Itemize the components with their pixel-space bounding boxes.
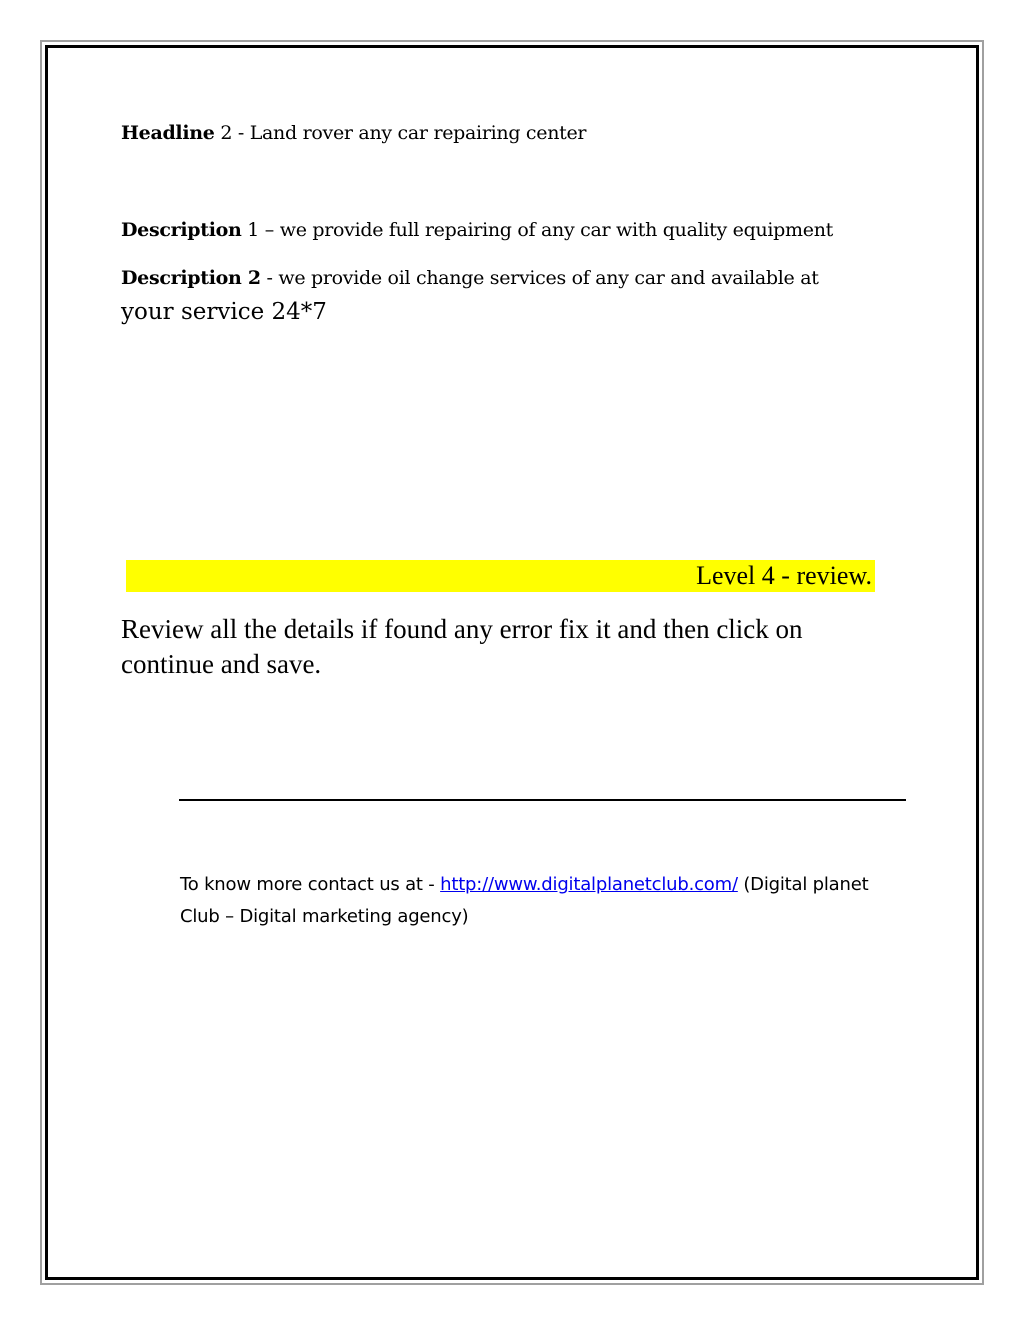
headline-text: 2 - Land rover any car repairing center xyxy=(214,122,587,144)
description-2-text: - we provide oil change services of any car and available at xyxy=(260,267,819,289)
description-2-continuation: your service 24*7 xyxy=(121,299,327,325)
contact-prefix: To know more contact us at - xyxy=(180,874,441,895)
level-highlight xyxy=(126,560,875,592)
description-1-line xyxy=(121,219,833,241)
level-heading: Level 4 - review. xyxy=(696,561,872,590)
description-2-label: Description 2 xyxy=(121,267,261,289)
description-2-line xyxy=(121,267,819,289)
website-link[interactable]: http://www.digitalplanetclub.com/ xyxy=(440,874,738,895)
description-1-label: Description xyxy=(121,219,242,241)
contact-paragraph xyxy=(180,869,900,933)
review-instructions: Review all the details if found any error fix it and then click on continue and save. xyxy=(121,614,803,679)
description-1-text: 1 – we provide full repairing of any car with quality equipment xyxy=(241,219,833,241)
headline-label: Headline xyxy=(121,122,215,144)
divider-line xyxy=(179,799,906,801)
headline-line xyxy=(121,122,586,144)
contact-suffix: (Digital planet Club – Digital marketing agency) xyxy=(180,874,869,927)
